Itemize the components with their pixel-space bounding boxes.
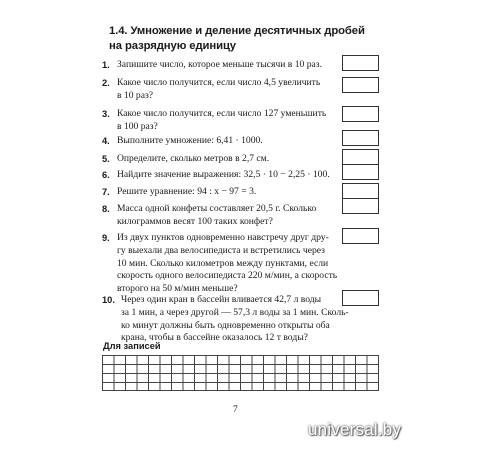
task-text-line: Из двух пунктов одновременно навстречу друг дру-: [117, 232, 329, 243]
task-text-line: Определите, сколько метров в 2,7 см.: [117, 153, 270, 164]
task-text-line: Выполните умножение: 6,41 · 1000.: [117, 135, 263, 146]
task-10: [102, 294, 347, 345]
task-text-line: 10 мин. Сколько километров между пунктами, если: [117, 257, 329, 269]
section-heading-line1: 1.4. Умножение и деление десятичных дробей: [109, 25, 365, 37]
task-number: 10.: [102, 295, 115, 305]
answer-box-7[interactable]: [342, 183, 379, 199]
task-5: [102, 153, 347, 166]
section-heading-line2: на разрядную единицу: [109, 40, 236, 52]
answer-box-3[interactable]: [342, 106, 379, 122]
task-number: 3.: [102, 109, 110, 119]
watermark: universal.by: [308, 420, 402, 439]
task-text-line: в 100 раз?: [117, 120, 158, 132]
answer-box-5[interactable]: [342, 149, 379, 165]
section-heading: [109, 24, 369, 54]
task-2: [102, 77, 347, 103]
task-text-line: ко минут должны быть одновременно открыты оба: [121, 319, 330, 331]
task-text-line: килограммов весят 100 таких конфет?: [117, 215, 273, 227]
task-text-line: Какое число получится, если число 127 уменьшить: [117, 108, 327, 119]
notes-title: Для записей: [103, 341, 161, 351]
page-number: 7: [233, 405, 238, 415]
task-number: 4.: [102, 136, 110, 146]
answer-box-1[interactable]: [342, 55, 379, 71]
task-text-line: Найдите значение выражения: 32,5 · 10 − 2,25 · 100.: [117, 169, 330, 180]
task-number: 2.: [102, 78, 110, 88]
task-text-line: за 1 мин, а через другой — 57,3 л воды за 1 мин. Сколь-: [121, 306, 349, 318]
task-text-line: Решите уравнение: 94 : x − 97 = 3.: [117, 186, 257, 197]
task-7: [102, 186, 347, 199]
task-number: 6.: [102, 170, 110, 180]
task-text-line: второго на 50 м/мин меньше?: [117, 283, 238, 295]
task-text-line: Масса одной конфеты составляет 20,5 г. Сколько: [117, 203, 317, 214]
answer-box-6[interactable]: [342, 164, 379, 180]
answer-box-4[interactable]: [342, 130, 379, 146]
task-1: [102, 59, 347, 72]
task-8: [102, 203, 347, 229]
answer-box-10[interactable]: [342, 290, 379, 306]
task-text-line: гу выехали два велосипедиста и встретились через: [117, 244, 325, 256]
task-4: [102, 135, 347, 148]
notes-grid[interactable]: [102, 355, 379, 391]
answer-box-8[interactable]: [342, 198, 379, 214]
task-number: 1.: [102, 60, 110, 70]
task-text-line: Запишите число, которое меньше тысячи в 10 раз.: [117, 59, 322, 70]
task-number: 8.: [102, 204, 110, 214]
task-number: 7.: [102, 187, 110, 197]
task-text-line: Через один кран в бассейн вливается 42,7 л воды: [121, 294, 322, 305]
task-9: [102, 232, 347, 296]
task-number: 9.: [102, 233, 110, 243]
task-text-line: скорость одного велосипедиста 220 м/мин, а скорость: [117, 270, 338, 282]
task-text-line: Какое число получится, если число 4,5 увеличить: [117, 77, 321, 88]
task-text-line: в 10 раз?: [117, 89, 154, 101]
answer-box-2[interactable]: [342, 77, 379, 93]
task-3: [102, 108, 347, 134]
task-text-line: крана, чтобы в бассейне оказалось 12 т воды?: [121, 332, 308, 344]
task-number: 5.: [102, 154, 110, 164]
answer-box-9[interactable]: [342, 228, 379, 244]
task-6: [102, 169, 347, 182]
